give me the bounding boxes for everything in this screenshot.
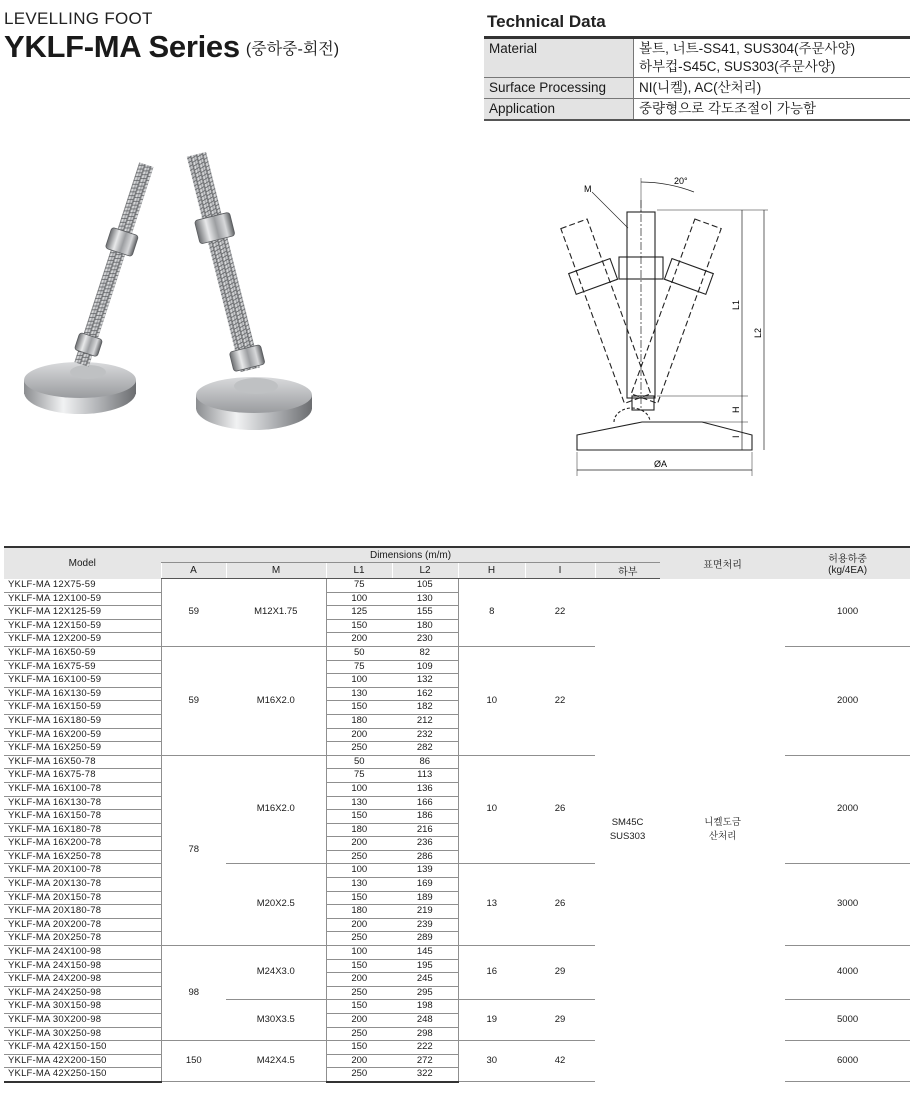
col-i: I — [525, 563, 595, 579]
cell-a: 150 — [161, 1041, 226, 1082]
cell-m: M12X1.75 — [226, 579, 326, 647]
cell-l1: 150 — [326, 1000, 392, 1014]
diagram-label-m: M — [584, 184, 592, 194]
cell-m: M24X3.0 — [226, 946, 326, 1000]
tech-label: Application — [484, 99, 634, 121]
load-unit: (kg/4EA) — [828, 565, 868, 577]
cell-l2: 189 — [392, 891, 458, 905]
cell-load: 2000 — [785, 646, 910, 755]
cell-l1: 250 — [326, 1027, 392, 1041]
col-l2: L2 — [392, 563, 458, 579]
col-model: Model — [4, 547, 161, 579]
tech-row-application — [484, 99, 910, 121]
cell-h: 30 — [458, 1041, 525, 1082]
cell-model: YKLF-MA 12X75-59 — [4, 579, 161, 593]
cell-l1: 50 — [326, 755, 392, 769]
col-bottom: 하부 — [595, 563, 660, 579]
cell-h: 16 — [458, 946, 525, 1000]
cell-i: 42 — [525, 1041, 595, 1082]
product-photo — [18, 140, 338, 440]
cell-l1: 100 — [326, 592, 392, 606]
cell-l1: 150 — [326, 810, 392, 824]
cell-a: 78 — [161, 755, 226, 945]
cell-model: YKLF-MA 12X125-59 — [4, 606, 161, 620]
cell-l2: 155 — [392, 606, 458, 620]
cell-l2: 186 — [392, 810, 458, 824]
spec-table-body — [4, 579, 910, 1082]
cell-l2: 239 — [392, 918, 458, 932]
cell-l2: 169 — [392, 878, 458, 892]
cell-l1: 75 — [326, 769, 392, 783]
cell-model: YKLF-MA 30X150-98 — [4, 1000, 161, 1014]
cell-model: YKLF-MA 16X75-59 — [4, 660, 161, 674]
cell-model: YKLF-MA 16X100-59 — [4, 674, 161, 688]
cell-m: M30X3.5 — [226, 1000, 326, 1041]
cell-l2: 295 — [392, 986, 458, 1000]
material-line-2: 하부컵-S45C, SUS303(주문사양) — [639, 59, 836, 74]
col-l1: L1 — [326, 563, 392, 579]
col-load — [785, 547, 910, 579]
cell-model: YKLF-MA 20X150-78 — [4, 891, 161, 905]
cell-l2: 219 — [392, 905, 458, 919]
cell-model: YKLF-MA 12X200-59 — [4, 633, 161, 647]
cell-l2: 132 — [392, 674, 458, 688]
cell-model: YKLF-MA 42X150-150 — [4, 1041, 161, 1055]
cell-l1: 200 — [326, 728, 392, 742]
cell-model: YKLF-MA 30X250-98 — [4, 1027, 161, 1041]
cell-l1: 200 — [326, 633, 392, 647]
left-foot — [24, 161, 160, 414]
series-korean-name: (중하중-회전) — [245, 41, 340, 58]
diagram-label-h: H — [731, 406, 741, 413]
diagram-label-l1: L1 — [731, 299, 741, 310]
diagram-label-l2: L2 — [753, 327, 763, 338]
cell-model: YKLF-MA 20X250-78 — [4, 932, 161, 946]
page-title — [4, 29, 339, 65]
cell-surface-treatment: 니켈도금 산처리 — [704, 817, 741, 843]
cell-l2: 236 — [392, 837, 458, 851]
cell-l2: 286 — [392, 850, 458, 864]
tech-row-surface — [484, 78, 910, 99]
diagram-label-i: I — [731, 435, 741, 438]
cell-l2: 222 — [392, 1041, 458, 1055]
cell-i: 22 — [525, 646, 595, 755]
cell-l2: 230 — [392, 633, 458, 647]
cell-l1: 150 — [326, 1041, 392, 1055]
cell-l2: 216 — [392, 823, 458, 837]
cell-h: 19 — [458, 1000, 525, 1041]
cell-a: 59 — [161, 579, 226, 647]
col-m: M — [226, 563, 326, 579]
cell-l2: 113 — [392, 769, 458, 783]
cell-model: YKLF-MA 16X100-78 — [4, 782, 161, 796]
cell-l1: 250 — [326, 932, 392, 946]
cell-model: YKLF-MA 16X150-59 — [4, 701, 161, 715]
cell-model: YKLF-MA 16X130-78 — [4, 796, 161, 810]
cell-l1: 180 — [326, 905, 392, 919]
cell-model: YKLF-MA 16X50-78 — [4, 755, 161, 769]
cell-l1: 100 — [326, 674, 392, 688]
cell-model: YKLF-MA 16X180-78 — [4, 823, 161, 837]
cell-l1: 100 — [326, 864, 392, 878]
cell-l2: 162 — [392, 687, 458, 701]
col-a: A — [161, 563, 226, 579]
cell-l2: 232 — [392, 728, 458, 742]
col-dimensions: Dimensions (m/m) — [161, 547, 660, 563]
table-row — [4, 579, 910, 593]
cell-model: YKLF-MA 16X130-59 — [4, 687, 161, 701]
cell-h: 10 — [458, 755, 525, 864]
cell-l1: 75 — [326, 660, 392, 674]
cell-i: 29 — [525, 946, 595, 1000]
cell-h: 10 — [458, 646, 525, 755]
cell-l2: 245 — [392, 973, 458, 987]
cell-load: 2000 — [785, 755, 910, 864]
cell-l1: 200 — [326, 837, 392, 851]
cell-m: M20X2.5 — [226, 864, 326, 946]
cell-i: 26 — [525, 755, 595, 864]
cell-a: 98 — [161, 946, 226, 1041]
cell-model: YKLF-MA 20X200-78 — [4, 918, 161, 932]
cell-l2: 298 — [392, 1027, 458, 1041]
cell-model: YKLF-MA 20X100-78 — [4, 864, 161, 878]
cell-l2: 136 — [392, 782, 458, 796]
cell-model: YKLF-MA 20X180-78 — [4, 905, 161, 919]
cell-load: 6000 — [785, 1041, 910, 1082]
cell-model: YKLF-MA 24X200-98 — [4, 973, 161, 987]
cell-l1: 180 — [326, 823, 392, 837]
cell-h: 8 — [458, 579, 525, 647]
cell-l2: 105 — [392, 579, 458, 593]
cell-load: 3000 — [785, 864, 910, 946]
cell-l1: 75 — [326, 579, 392, 593]
cell-l2: 82 — [392, 646, 458, 660]
cell-l2: 86 — [392, 755, 458, 769]
cell-model: YKLF-MA 24X150-98 — [4, 959, 161, 973]
cell-m: M42X4.5 — [226, 1041, 326, 1082]
cell-model: YKLF-MA 24X250-98 — [4, 986, 161, 1000]
cell-l1: 250 — [326, 850, 392, 864]
cell-l1: 200 — [326, 1014, 392, 1028]
cell-l1: 130 — [326, 687, 392, 701]
tech-value — [634, 38, 910, 78]
col-h: H — [458, 563, 525, 579]
cell-l1: 150 — [326, 619, 392, 633]
cell-m: M16X2.0 — [226, 646, 326, 755]
cell-model: YKLF-MA 12X150-59 — [4, 619, 161, 633]
cell-model: YKLF-MA 12X100-59 — [4, 592, 161, 606]
cell-l1: 100 — [326, 946, 392, 960]
series-name: YKLF-MA Series — [4, 29, 240, 64]
cell-i: 22 — [525, 579, 595, 647]
cell-l1: 250 — [326, 1068, 392, 1082]
cell-l1: 180 — [326, 714, 392, 728]
cell-model: YKLF-MA 16X75-78 — [4, 769, 161, 783]
tech-value: 중량형으로 각도조절이 가능함 — [639, 101, 817, 116]
cell-model: YKLF-MA 16X200-78 — [4, 837, 161, 851]
load-title: 허용하중 — [828, 554, 867, 566]
diagram-label-a: ØA — [654, 459, 668, 469]
cell-l2: 130 — [392, 592, 458, 606]
cell-bottom-material: SM45C SUS303 — [609, 817, 646, 843]
cell-l1: 125 — [326, 606, 392, 620]
cell-l1: 250 — [326, 742, 392, 756]
tech-label: Surface Processing — [484, 78, 634, 99]
dimension-diagram — [552, 170, 782, 485]
cell-l1: 250 — [326, 986, 392, 1000]
cell-load: 5000 — [785, 1000, 910, 1041]
cell-l1: 150 — [326, 959, 392, 973]
cell-l2: 212 — [392, 714, 458, 728]
cell-i: 26 — [525, 864, 595, 946]
cell-l2: 282 — [392, 742, 458, 756]
cell-model: YKLF-MA 16X150-78 — [4, 810, 161, 824]
cell-l2: 322 — [392, 1068, 458, 1082]
cell-l1: 150 — [326, 891, 392, 905]
cell-model: YKLF-MA 16X250-78 — [4, 850, 161, 864]
cell-model: YKLF-MA 16X250-59 — [4, 742, 161, 756]
cell-l1: 130 — [326, 878, 392, 892]
tech-value: NI(니켈), AC(산처리) — [639, 80, 762, 95]
diagram-label-angle: 20° — [674, 176, 688, 186]
cell-l1: 130 — [326, 796, 392, 810]
cell-l2: 248 — [392, 1014, 458, 1028]
cell-model: YKLF-MA 16X50-59 — [4, 646, 161, 660]
cell-load: 4000 — [785, 946, 910, 1000]
cell-m: M16X2.0 — [226, 755, 326, 864]
cell-model: YKLF-MA 16X180-59 — [4, 714, 161, 728]
cell-l1: 200 — [326, 918, 392, 932]
cell-l2: 139 — [392, 864, 458, 878]
cell-load: 1000 — [785, 579, 910, 647]
cell-model: YKLF-MA 24X100-98 — [4, 946, 161, 960]
cell-l2: 198 — [392, 1000, 458, 1014]
cell-l1: 50 — [326, 646, 392, 660]
material-line-1: 볼트, 너트-SS41, SUS304(주문사양) — [639, 41, 856, 56]
cell-model: YKLF-MA 16X200-59 — [4, 728, 161, 742]
cell-l2: 180 — [392, 619, 458, 633]
cell-l2: 145 — [392, 946, 458, 960]
cell-a: 59 — [161, 646, 226, 755]
technical-data-title: Technical Data — [487, 12, 606, 31]
cell-l2: 166 — [392, 796, 458, 810]
specification-table — [4, 546, 910, 1083]
cell-model: YKLF-MA 20X130-78 — [4, 878, 161, 892]
cell-l1: 100 — [326, 782, 392, 796]
cell-l1: 200 — [326, 973, 392, 987]
cell-h: 13 — [458, 864, 525, 946]
cell-l2: 195 — [392, 959, 458, 973]
cell-l2: 182 — [392, 701, 458, 715]
col-surface: 표면처리 — [660, 547, 785, 579]
product-category: LEVELLING FOOT — [4, 9, 153, 28]
cell-l1: 150 — [326, 701, 392, 715]
cell-model: YKLF-MA 30X200-98 — [4, 1014, 161, 1028]
cell-model: YKLF-MA 42X200-150 — [4, 1054, 161, 1068]
right-foot — [179, 150, 312, 430]
technical-data-table — [484, 36, 910, 121]
tech-label: Material — [484, 38, 634, 78]
cell-l2: 289 — [392, 932, 458, 946]
cell-l2: 109 — [392, 660, 458, 674]
cell-i: 29 — [525, 1000, 595, 1041]
cell-l1: 200 — [326, 1054, 392, 1068]
tech-row-material — [484, 38, 910, 78]
cell-l2: 272 — [392, 1054, 458, 1068]
cell-model: YKLF-MA 42X250-150 — [4, 1068, 161, 1082]
